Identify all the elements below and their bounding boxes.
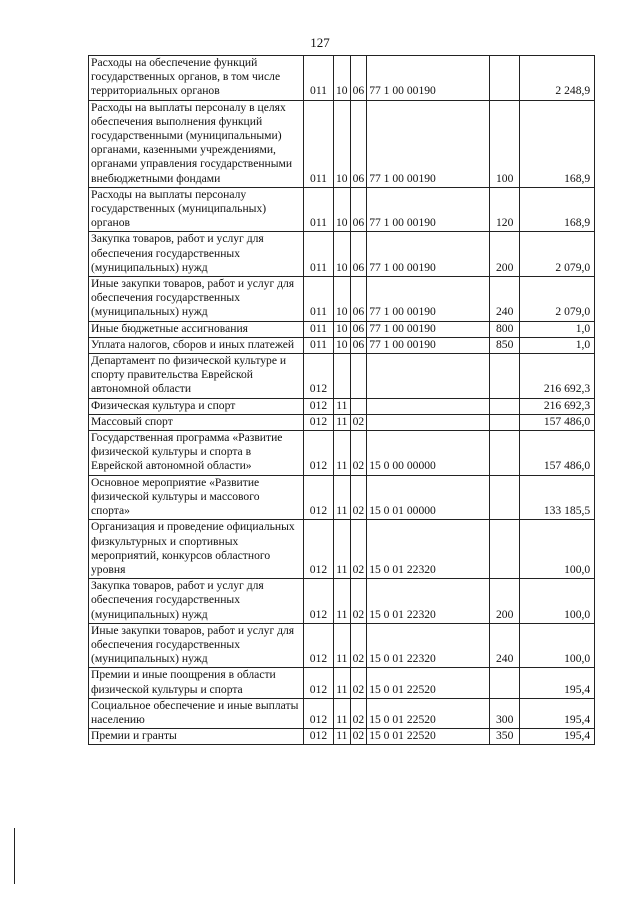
cell-sum: 1,0 — [520, 321, 595, 337]
cell-csr: 77 1 00 00190 — [367, 187, 490, 232]
cell-pr: 06 — [350, 232, 367, 277]
table-row — [89, 321, 595, 337]
cell-rz: 10 — [334, 56, 351, 101]
cell-csr: 15 0 01 22520 — [367, 668, 490, 698]
cell-name: Расходы на обеспечение функций государственных органов, в том числе территориальных органов — [89, 56, 304, 101]
cell-pr: 02 — [350, 414, 367, 430]
cell-csr: 77 1 00 00190 — [367, 321, 490, 337]
table-row — [89, 354, 595, 399]
table-row — [89, 398, 595, 414]
cell-vr — [490, 414, 520, 430]
cell-csr: 15 0 01 22520 — [367, 729, 490, 745]
cell-pr: 02 — [350, 579, 367, 624]
cell-name: Закупка товаров, работ и услуг для обеспечения государственных (муниципальных) нужд — [89, 579, 304, 624]
cell-ved: 011 — [304, 56, 334, 101]
cell-vr: 120 — [490, 187, 520, 232]
cell-rz — [334, 354, 351, 399]
cell-pr: 02 — [350, 729, 367, 745]
table-row — [89, 729, 595, 745]
cell-vr: 200 — [490, 232, 520, 277]
cell-vr: 200 — [490, 579, 520, 624]
cell-sum: 2 079,0 — [520, 277, 595, 322]
cell-rz: 11 — [334, 579, 351, 624]
cell-name: Закупка товаров, работ и услуг для обеспечения государственных (муниципальных) нужд — [89, 232, 304, 277]
cell-name: Основное мероприятие «Развитие физической культуры и массового спорта» — [89, 475, 304, 520]
cell-name: Премии и иные поощрения в области физической культуры и спорта — [89, 668, 304, 698]
cell-rz: 11 — [334, 623, 351, 668]
table-row — [89, 337, 595, 353]
table-row — [89, 277, 595, 322]
table-row — [89, 520, 595, 579]
cell-sum: 1,0 — [520, 337, 595, 353]
cell-pr: 02 — [350, 623, 367, 668]
cell-pr: 06 — [350, 321, 367, 337]
cell-rz: 11 — [334, 520, 351, 579]
cell-rz: 11 — [334, 431, 351, 476]
cell-rz: 10 — [334, 277, 351, 322]
cell-vr: 100 — [490, 100, 520, 187]
cell-vr — [490, 520, 520, 579]
cell-sum: 100,0 — [520, 579, 595, 624]
page-number: 127 — [310, 35, 330, 50]
cell-rz: 11 — [334, 668, 351, 698]
cell-name: Организация и проведение официальных физкультурных и спортивных мероприятий, конкурсов областного уровня — [89, 520, 304, 579]
cell-pr: 06 — [350, 277, 367, 322]
table-row — [89, 414, 595, 430]
cell-sum: 2 248,9 — [520, 56, 595, 101]
cell-rz: 10 — [334, 321, 351, 337]
table-row — [89, 698, 595, 728]
cell-vr: 800 — [490, 321, 520, 337]
cell-name: Расходы на выплаты персоналу в целях обеспечения выполнения функций государственными (муниципальными) органами, казенными учреждениями, органами управления государственными внебюджетными фондами — [89, 100, 304, 187]
cell-rz: 11 — [334, 729, 351, 745]
cell-vr — [490, 354, 520, 399]
cell-csr: 77 1 00 00190 — [367, 56, 490, 101]
cell-rz: 10 — [334, 232, 351, 277]
cell-ved: 012 — [304, 475, 334, 520]
cell-csr: 15 0 01 00000 — [367, 475, 490, 520]
table-row — [89, 100, 595, 187]
cell-ved: 012 — [304, 668, 334, 698]
cell-pr — [350, 354, 367, 399]
cell-pr: 06 — [350, 100, 367, 187]
budget-table — [88, 55, 595, 745]
cell-csr: 77 1 00 00190 — [367, 277, 490, 322]
cell-pr: 06 — [350, 56, 367, 101]
cell-rz: 11 — [334, 698, 351, 728]
cell-ved: 012 — [304, 414, 334, 430]
cell-name: Физическая культура и спорт — [89, 398, 304, 414]
table-row — [89, 187, 595, 232]
table-row — [89, 579, 595, 624]
cell-sum: 216 692,3 — [520, 354, 595, 399]
cell-vr: 850 — [490, 337, 520, 353]
cell-name: Иные закупки товаров, работ и услуг для обеспечения государственных (муниципальных) нужд — [89, 623, 304, 668]
cell-sum: 168,9 — [520, 100, 595, 187]
cell-sum: 2 079,0 — [520, 232, 595, 277]
cell-vr: 350 — [490, 729, 520, 745]
cell-ved: 012 — [304, 520, 334, 579]
cell-ved: 011 — [304, 277, 334, 322]
table-row — [89, 56, 595, 101]
cell-name: Иные бюджетные ассигнования — [89, 321, 304, 337]
cell-ved: 012 — [304, 398, 334, 414]
cell-ved: 011 — [304, 232, 334, 277]
cell-ved: 011 — [304, 100, 334, 187]
cell-ved: 012 — [304, 698, 334, 728]
cell-name: Департамент по физической культуре и спорту правительства Еврейской автономной области — [89, 354, 304, 399]
cell-csr: 15 0 01 22320 — [367, 579, 490, 624]
cell-ved: 012 — [304, 354, 334, 399]
cell-name: Государственная программа «Развитие физической культуры и спорта в Еврейской автономной области» — [89, 431, 304, 476]
cell-csr: 77 1 00 00190 — [367, 337, 490, 353]
cell-ved: 012 — [304, 623, 334, 668]
table-row — [89, 623, 595, 668]
cell-sum: 195,4 — [520, 668, 595, 698]
cell-rz: 10 — [334, 337, 351, 353]
cell-csr — [367, 414, 490, 430]
cell-vr — [490, 668, 520, 698]
cell-sum: 157 486,0 — [520, 414, 595, 430]
cell-csr: 15 0 00 00000 — [367, 431, 490, 476]
cell-pr: 06 — [350, 337, 367, 353]
cell-vr: 300 — [490, 698, 520, 728]
cell-pr: 02 — [350, 475, 367, 520]
cell-ved: 011 — [304, 187, 334, 232]
cell-vr — [490, 398, 520, 414]
cell-pr: 02 — [350, 668, 367, 698]
cell-ved: 012 — [304, 579, 334, 624]
cell-pr: 06 — [350, 187, 367, 232]
cell-csr: 15 0 01 22320 — [367, 623, 490, 668]
cell-ved: 012 — [304, 729, 334, 745]
cell-sum: 195,4 — [520, 698, 595, 728]
cell-csr — [367, 398, 490, 414]
budget-table-body — [89, 56, 595, 745]
cell-name: Иные закупки товаров, работ и услуг для обеспечения государственных (муниципальных) нужд — [89, 277, 304, 322]
cell-sum: 100,0 — [520, 623, 595, 668]
cell-pr: 02 — [350, 698, 367, 728]
table-row — [89, 475, 595, 520]
cell-sum: 168,9 — [520, 187, 595, 232]
cell-ved: 011 — [304, 337, 334, 353]
cell-vr: 240 — [490, 277, 520, 322]
cell-rz: 11 — [334, 475, 351, 520]
cell-pr — [350, 398, 367, 414]
cell-csr — [367, 354, 490, 399]
cell-sum: 195,4 — [520, 729, 595, 745]
cell-sum: 133 185,5 — [520, 475, 595, 520]
table-row — [89, 431, 595, 476]
cell-csr: 15 0 01 22320 — [367, 520, 490, 579]
cell-name: Массовый спорт — [89, 414, 304, 430]
cell-pr: 02 — [350, 520, 367, 579]
cell-rz: 11 — [334, 414, 351, 430]
table-row — [89, 668, 595, 698]
cell-vr: 240 — [490, 623, 520, 668]
margin-line — [14, 828, 15, 884]
cell-ved: 011 — [304, 321, 334, 337]
cell-sum: 216 692,3 — [520, 398, 595, 414]
cell-sum: 157 486,0 — [520, 431, 595, 476]
cell-csr: 77 1 00 00190 — [367, 232, 490, 277]
cell-name: Уплата налогов, сборов и иных платежей — [89, 337, 304, 353]
cell-pr: 02 — [350, 431, 367, 476]
cell-name: Премии и гранты — [89, 729, 304, 745]
cell-sum: 100,0 — [520, 520, 595, 579]
cell-rz: 10 — [334, 187, 351, 232]
cell-name: Социальное обеспечение и иные выплаты населению — [89, 698, 304, 728]
cell-csr: 15 0 01 22520 — [367, 698, 490, 728]
table-row — [89, 232, 595, 277]
cell-csr: 77 1 00 00190 — [367, 100, 490, 187]
cell-name: Расходы на выплаты персоналу государственных (муниципальных) органов — [89, 187, 304, 232]
cell-rz: 10 — [334, 100, 351, 187]
cell-vr — [490, 431, 520, 476]
cell-vr — [490, 475, 520, 520]
cell-vr — [490, 56, 520, 101]
cell-rz: 11 — [334, 398, 351, 414]
cell-ved: 012 — [304, 431, 334, 476]
